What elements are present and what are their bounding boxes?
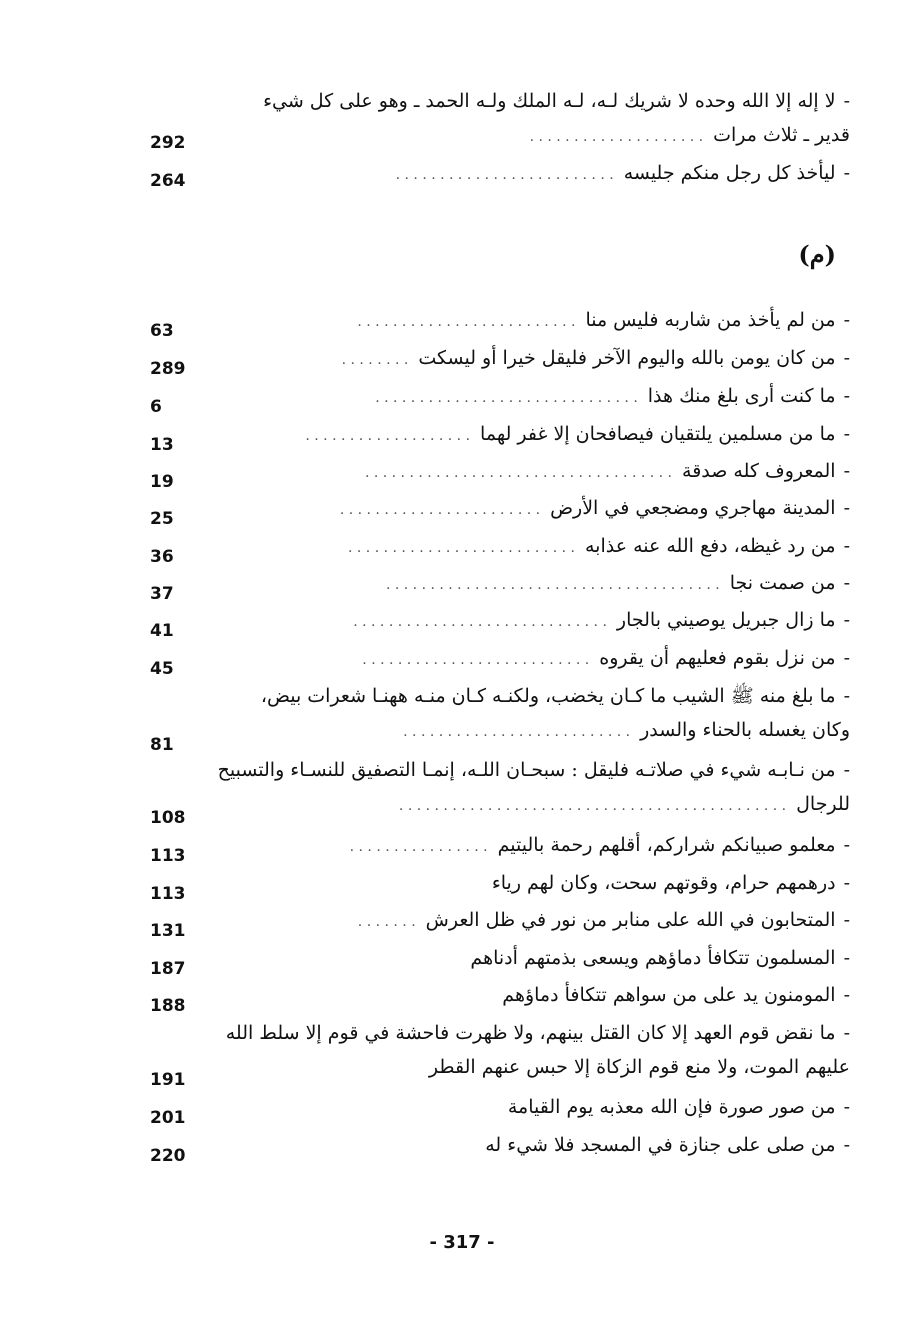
page-reference: 220 (150, 1146, 186, 1166)
entry-line: -ليأخذ كل رجل منكم جليسه. . . . . . . . . . . . . . . . . . . . . . . . . (395, 162, 850, 184)
page-reference: 191 (150, 1070, 186, 1090)
entry-line: وكان يغسله بالحناء والسدر. . . . . . . . . . . . . . . . . . . . . . . . . . (403, 719, 850, 741)
page-reference: 187 (150, 959, 186, 979)
section-heading: (م) (798, 240, 836, 269)
entry-line: -من نزل بقوم فعليهم أن يقروه. . . . . . . . . . . . . . . . . . . . . . . . . . (362, 647, 850, 669)
page-reference: 201 (150, 1108, 186, 1128)
index-entry (150, 645, 850, 679)
index-entry (150, 570, 850, 604)
index-entry (150, 495, 850, 529)
entry-line: -المدينة مهاجري ومضجعي في الأرض. . . . . . . . . . . . . . . . . . . . . . . (339, 497, 850, 519)
index-entry (150, 421, 850, 455)
page-reference: 37 (150, 584, 174, 604)
page-reference: 36 (150, 547, 174, 567)
page-reference: 113 (150, 846, 186, 866)
page-reference: 289 (150, 359, 186, 379)
index-entry (150, 683, 850, 755)
index-entry (150, 757, 850, 828)
page-reference: 81 (150, 735, 174, 755)
page-reference: 25 (150, 509, 174, 529)
index-entry (150, 832, 850, 866)
entry-line: -من رد غيظه، دفع الله عنه عذابه. . . . . . . . . . . . . . . . . . . . . . . . . . (348, 535, 850, 557)
entry-line: -من صور صورة فإن الله معذبه يوم القيامة (507, 1096, 850, 1118)
index-entry (150, 607, 850, 641)
index-entry (150, 1020, 850, 1090)
entry-line: -لا إله إلا الله وحده لا شريك لـه، لـه الملك ولـه الحمد ـ وهو على كل شيء (263, 90, 850, 112)
index-entry (150, 1132, 850, 1166)
index-entry (150, 88, 850, 154)
index-entry (150, 345, 850, 379)
entry-line: -المسلمون تتكافأ دماؤهم ويسعى بذمتهم أدناهم (470, 947, 850, 969)
page-reference: 188 (150, 996, 186, 1016)
entry-line: -معلمو صبيانكم شراركم، أقلهم رحمة باليتيم. . . . . . . . . . . . . . . . (349, 834, 850, 856)
page-reference: 13 (150, 435, 174, 455)
page-reference: 41 (150, 621, 174, 641)
index-entry (150, 1094, 850, 1128)
page-reference: 63 (150, 321, 174, 341)
page-reference: 19 (150, 472, 174, 492)
page-reference: 264 (150, 171, 186, 191)
index-entry (150, 307, 850, 341)
entry-line: -درهمهم حرام، وقوتهم سحت، وكان لهم رياء (491, 872, 850, 894)
index-entry (150, 458, 850, 492)
page-number: - 317 - (429, 1232, 495, 1253)
index-entry (150, 870, 850, 904)
page-reference: 6 (150, 397, 162, 417)
page-reference: 292 (150, 133, 186, 153)
entry-line: -ما من مسلمين يلتقيان فيصافحان إلا غفر لهما. . . . . . . . . . . . . . . . . . . (305, 423, 850, 445)
entry-line: -من صمت نجا. . . . . . . . . . . . . . . . . . . . . . . . . . . . . . . . . . . . . . (385, 572, 850, 594)
entry-line: -من صلى على جنازة في المسجد فلا شيء له (485, 1134, 850, 1156)
page-reference: 131 (150, 921, 186, 941)
page-reference: 108 (150, 808, 186, 828)
entry-line: -المتحابون في الله على منابر من نور في ظل العرش. . . . . . . (357, 909, 850, 931)
entry-line: -ما نقض قوم العهد إلا كان القتل بينهم، ولا ظهرت فاحشة في قوم إلا سلط الله (225, 1022, 850, 1044)
entry-line: -ما زال جبريل يوصيني بالجار. . . . . . . . . . . . . . . . . . . . . . . . . . . . . (353, 609, 850, 631)
entry-line: عليهم الموت، ولا منع قوم الزكاة إلا حبس عنهم القطر (428, 1056, 850, 1078)
index-entry (150, 533, 850, 567)
index-entry (150, 383, 850, 417)
page-reference: 113 (150, 884, 186, 904)
entry-line: -من نـابـه شيء في صلاتـه فليقل : سبحـان اللـه، إنمـا التصفيق للنسـاء والتسبيح (217, 759, 850, 781)
entry-line: -من كان يومن بالله واليوم الآخر فليقل خيرا أو ليسكت. . . . . . . . (341, 347, 850, 369)
entry-line: -ما بلغ منه ﷺ الشيب ما كـان يخضب، ولكنـه كـان منـه ههنـا شعرات بيض، (260, 685, 850, 707)
index-entry (150, 945, 850, 979)
index-entry (150, 907, 850, 941)
index-entry (150, 160, 850, 190)
index-entry (150, 982, 850, 1016)
page-reference: 45 (150, 659, 174, 679)
entry-line: -ما كنت أرى بلغ منك هذا. . . . . . . . . . . . . . . . . . . . . . . . . . . . . . (375, 385, 850, 407)
entry-line: -من لم يأخذ من شاربه فليس منا. . . . . . . . . . . . . . . . . . . . . . . . . (357, 309, 850, 331)
entry-line: قدير ـ ثلاث مرات. . . . . . . . . . . . . . . . . . . . (529, 124, 850, 146)
entry-line: -المعروف كله صدقة. . . . . . . . . . . . . . . . . . . . . . . . . . . . . . . . . . . (364, 460, 850, 482)
entry-line: للرجال. . . . . . . . . . . . . . . . . . . . . . . . . . . . . . . . . . . . . . . . . . . . (398, 793, 850, 815)
entry-line: -المومنون يد على من سواهم تتكافأ دماؤهم (502, 984, 850, 1006)
